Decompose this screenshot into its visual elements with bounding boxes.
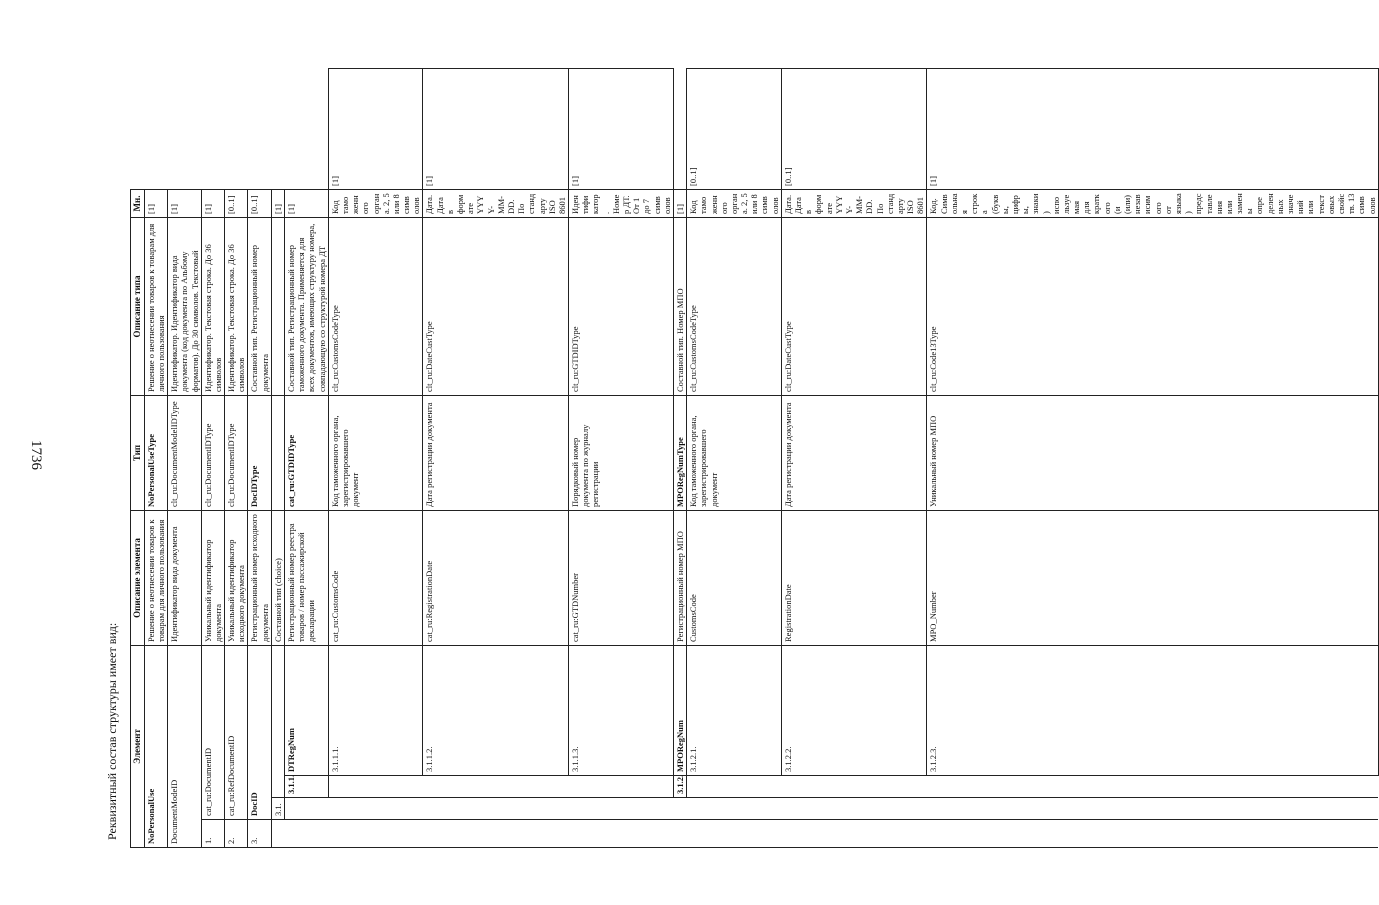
multiplicity: [1] [673,189,686,217]
row-number: 2. [225,820,248,848]
row-number: 3.1.1.1. [328,645,423,775]
type-description: Составной тип. Регистрационный номер таможенного документа. Применяется для всех документов, имеющих структуру номера, совпадающую со структурой номера ДТ [285,217,329,395]
type-name: clt_ru:GTDIDType [569,217,674,395]
multiplicity: [1] [328,69,423,190]
type-description: Идентификатор. Текстовая строка. До 36 символов [225,217,248,395]
indent-cell [569,776,674,798]
element-name: cat_ru:RefDocumentID [225,645,248,819]
page-number: 1736 [28,440,44,470]
type-description: Решение о неотнесении товаров к товарам для личного пользования [144,217,167,395]
element-description: Уникальный идентификатор документа [201,510,224,645]
indent-cell [271,820,284,848]
indent-cell [781,820,927,848]
indent-cell [328,776,423,798]
type-name: clt_ru:DocumentIDType [225,395,248,510]
table-row [569,69,674,848]
table-row [781,69,927,848]
header-type: Тип [131,395,145,510]
element-description: Дата регистрации документа [423,395,569,510]
table-row [673,69,686,848]
element-name: MPO_Number [927,510,1378,645]
indent-cell [927,776,1378,798]
row-number: 3.1.2.3. [927,645,1378,775]
element-name: cat_ru:RegistrationDate [423,510,569,645]
type-description: Составной тип. Регистрационный номер документа [248,217,271,395]
element-description: Порядковый номер документа по журналу регистрации [569,395,674,510]
header-type-description: Описание типа [131,217,145,395]
row-number: 1. [201,820,224,848]
indent-cell [328,798,423,820]
type-description: Код. Символьная строка (буквы, цифры, знаки) используемая для краткого (и (или) независимого от языка) представления или замены определенных значений или текстовых свойств. 13 символов [927,189,1378,217]
row-number: 3.1. [271,798,284,820]
multiplicity: [1] [423,69,569,190]
multiplicity: [1] [168,189,202,217]
type-description: Дата. Дата в формате YYYY-MM-DD. По стандарту ISO 8601 [781,189,927,217]
indent-cell [423,776,569,798]
table-row [423,69,569,848]
element-name: DocumentModeID [168,645,202,847]
indent-cell [687,776,782,798]
row-number: 3.1.2.2. [781,645,927,775]
type-name: DocIDType [248,395,271,510]
table-row [285,69,329,848]
type-name: cat_ru:GTDIDType [285,395,329,510]
table-row [248,69,271,848]
element-description: Идентификатор вида документа [168,510,202,645]
type-name: clt_ru:CustomsCodeType [687,217,782,395]
row-number: 3.1.1.2. [423,645,569,775]
table-row [328,69,423,848]
multiplicity: [1] [201,189,224,217]
type-name: NoPersonalUseType [144,395,167,510]
multiplicity: [1] [271,189,284,217]
table-row [927,69,1378,848]
element-name: cat_ru:CustomsCode [328,510,423,645]
row-number: 3. [248,820,271,848]
element-name: DocID [248,645,271,819]
indent-cell [781,798,927,820]
table-row [168,69,202,848]
row-number: 3.1.1.3. [569,645,674,775]
type-description: Код таможенного органа. 2, 5 или 8 символов [328,189,423,217]
type-name: clt_ru:DateCustType [781,217,927,395]
indent-cell [927,798,1378,820]
row-number: 3.1.1. [285,776,329,798]
type-description [271,217,284,395]
type-name: clt_ru:Code13Type [927,217,1378,395]
multiplicity: [0..1] [687,69,782,190]
table-row [225,69,248,848]
element-name: MPORegNum [673,645,686,775]
indent-cell [569,820,674,848]
element-name: cat_ru:GTDNumber [569,510,674,645]
multiplicity: [1] [144,189,167,217]
table-header-row [131,69,145,848]
element-description: Решение о неотнесении товаров к товарам для личного пользования [144,510,167,645]
element-description: Дата регистрации документа [781,395,927,510]
element-name: DTRegNum [285,645,329,775]
type-name: clt_ru:DateCustType [423,217,569,395]
element-description: Код таможенного органа, зарегистрировавшего документ [328,395,423,510]
table-row [201,69,224,848]
type-description: Идентификатор. Текстовая строка. До 36 символов [201,217,224,395]
type-description: Идентификатор. Идентификатор вида документа (код документа по Альбому форматов). До 30 символов. Текстовый [168,217,202,395]
element-description: Уникальный идентификатор исходного документа [225,510,248,645]
indent-cell [569,798,674,820]
multiplicity: [1] [285,189,329,217]
indent-cell [285,798,329,820]
table-row [687,69,782,848]
type-description: Составной тип. Номер МПО [673,217,686,395]
header-element: Элемент [131,645,145,847]
multiplicity: [0..1] [248,189,271,217]
type-name: clt_ru:DocumentModelIDType [168,395,202,510]
indent-cell [423,820,569,848]
requisite-table [130,68,1379,848]
element-description: Регистрационный номер реестра товаров / номер пассажирской декларации [285,510,329,645]
type-name: clt_ru:DocumentIDType [201,395,224,510]
element-description: Регистрационный номер исходного документа [248,510,271,645]
element-description: Регистрационный номер МПО [673,510,686,645]
type-name: MPORegNumType [673,395,686,510]
indent-cell [423,798,569,820]
indent-cell [673,798,686,820]
structure-caption: Реквизитный состав структуры имеет вид: [105,622,119,840]
table-row [144,69,167,848]
header-element-description: Описание элемента [131,510,145,645]
element-name [271,645,284,797]
indent-cell [781,776,927,798]
element-name: RegistrationDate [781,510,927,645]
indent-cell [927,820,1378,848]
element-description: Код таможенного органа, зарегистрировавшего документ [687,395,782,510]
indent-cell [687,820,782,848]
indent-cell [673,820,686,848]
element-description: Составной тип (choice) [271,510,284,645]
type-description: Идентификатор. Номер ДТ. От 1 до 7 символов [569,189,674,217]
multiplicity: [1] [569,69,674,190]
element-name: cat_ru:DocumentID [201,645,224,819]
multiplicity: [1] [927,69,1378,190]
multiplicity: [0..1] [781,69,927,190]
element-name: CustomsCode [687,510,782,645]
indent-cell [328,820,423,848]
indent-cell [687,798,782,820]
table-row [271,69,284,848]
type-description: Код таможенного органа. 2, 5 или 8 символов [687,189,782,217]
rotated-table-container [130,68,1377,848]
type-description: Дата. Дата в формате YYYY-MM-DD. По стандарту ISO 8601 [423,189,569,217]
header-multiplicity: Мн. [131,189,145,217]
indent-cell [285,820,329,848]
type-name: clt_ru:CustomsCodeType [328,217,423,395]
type-name [271,395,284,510]
multiplicity: [0..1] [225,189,248,217]
element-description: Уникальный номер МПО [927,395,1378,510]
element-name: NoPersonalUse [144,645,167,847]
row-number: 3.1.2. [673,776,686,798]
row-number: 3.1.2.1. [687,645,782,775]
